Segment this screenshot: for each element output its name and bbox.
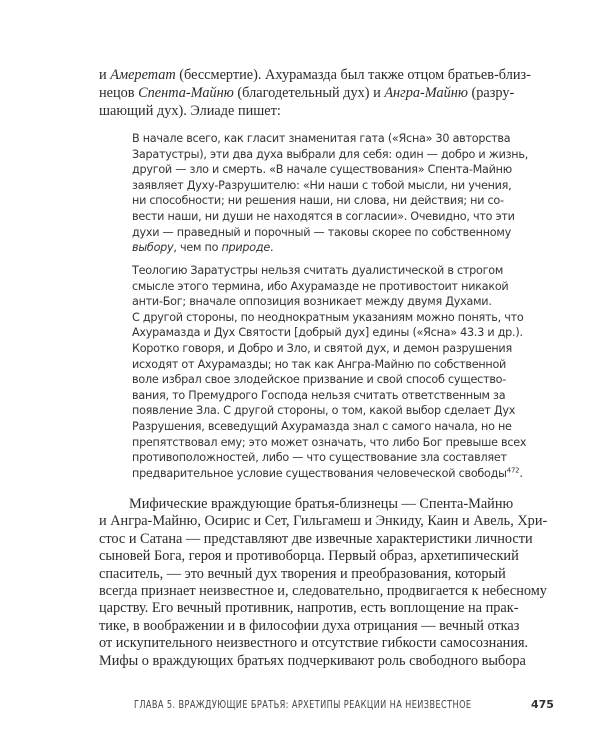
text-segment: предварительное условие существования человеческой свободы — [132, 466, 507, 480]
text-line — [132, 372, 507, 388]
text-line — [132, 263, 504, 279]
text-segment: Мифические враждующие братья-близнецы — Спента-Майню — [129, 496, 514, 512]
text-line — [132, 178, 512, 194]
text-line — [99, 652, 526, 670]
text-line — [132, 225, 511, 241]
text-line — [132, 325, 523, 341]
italic-text: природе — [221, 241, 270, 255]
italic-text: Ангра-Майню — [384, 85, 468, 102]
text-line — [132, 403, 516, 419]
text-segment: (бессмертие). Ахурамазда был также отцом братьев-близ- — [175, 67, 531, 83]
text-line — [99, 102, 500, 120]
italic-text: Амеретат — [110, 67, 176, 83]
text-line — [132, 341, 512, 357]
text-line — [99, 530, 533, 548]
text-line — [99, 513, 548, 530]
text-line — [99, 600, 519, 617]
text-line — [99, 66, 531, 84]
text-line — [132, 310, 524, 326]
text-segment: С другой стороны, по неоднократным указаниям можно понять, что — [132, 310, 524, 324]
text-segment: препятствовал ему; это может означать, что либо Бог превыше всех — [132, 435, 527, 449]
text-line — [99, 84, 515, 102]
text-line — [132, 435, 527, 451]
text-line — [132, 162, 512, 178]
text-line — [132, 294, 492, 310]
text-segment: тике, в воображении и в философии духа отрицания — вечный отказ — [99, 617, 520, 634]
text-line — [132, 419, 512, 435]
text-segment: . — [270, 241, 274, 255]
text-line — [99, 565, 506, 583]
text-segment: спаситель, — это вечный дух творения и преобразования, который — [99, 565, 506, 582]
text-segment: , чем по — [173, 241, 222, 255]
text-line — [132, 465, 523, 482]
text-segment: В начале всего, как гласит знаменитая гата («Ясна» 30 авторства — [132, 132, 511, 145]
italic-text: Спента-Майню — [138, 85, 234, 102]
text-line — [132, 193, 504, 209]
text-segment: смысле этого термина, ибо Ахурамазде не противостоит никакой — [132, 279, 509, 293]
text-segment: всегда признает неизвестное и, следовательно, продвигается к небесному — [99, 582, 547, 599]
footnote-ref[interactable]: 472 — [506, 465, 520, 474]
text-segment: Мифы о враждующих братьях подчеркивают роль свободного выбора — [99, 652, 526, 669]
text-segment: . — [519, 466, 523, 480]
text-line — [132, 147, 529, 163]
text-line — [99, 582, 547, 600]
text-segment: шающий дух). Элиаде пишет: — [99, 103, 281, 120]
text-segment: вести наши, ни души не находятся в согласии». Очевидно, что эти — [132, 209, 515, 223]
text-segment: другой — зло и смерть. «В начале существования» Спента-Майню — [132, 163, 512, 177]
text-segment: Теологию Заратустры нельзя считать дуалистической в строгом — [132, 264, 504, 277]
text-segment: ни способности; ни решения наши, ни слова, ни действия; ни со- — [132, 194, 504, 208]
text-line — [99, 635, 529, 652]
text-segment: вания, то Премудрого Господа нельзя считать ответственным за — [132, 388, 506, 402]
intro-paragraph — [99, 66, 531, 121]
text-segment: Ахурамазда и Дух Святости [добрый дух] едины («Ясна» 43.3 и др.). — [132, 326, 523, 340]
text-segment: противоположностей, либо — что существование зла составляет — [132, 451, 507, 465]
quote-paragraph-2 — [132, 263, 527, 481]
text-segment: и — [99, 67, 111, 83]
text-line — [132, 240, 468, 256]
text-segment: Коротко говоря, и Добро и Зло, и святой дух, и демон разрушения — [132, 341, 512, 355]
text-line — [99, 548, 519, 565]
italic-text: выбору — [132, 241, 174, 255]
text-line — [132, 279, 509, 295]
text-segment: сыновей Бога, героя и противоборца. Первый образ, архетипический — [99, 548, 519, 565]
text-segment: анти-Бог; вначале оппозиция возникает между двумя Духами. — [132, 295, 492, 309]
quote-paragraph-1 — [132, 131, 529, 256]
text-segment: царству. Его вечный противник, напротив, есть воплощение на прак- — [99, 600, 519, 617]
text-segment: исходят от Ахурамазды; но так как Ангра-Майню по собственной — [132, 357, 507, 371]
text-line — [132, 388, 506, 404]
text-segment: и Ангра-Майню, Осирис и Сет, Гильгамеш и Энкиду, Каин и Авель, Хри- — [99, 513, 548, 530]
text-segment: (благодетельный дух) и — [233, 85, 385, 102]
text-segment: стос и Сатана — представляют две извечные характеристики личности — [99, 530, 533, 547]
text-segment: духи — праведный и порочный — таковы скорее по собственному — [132, 225, 511, 239]
text-line — [99, 496, 514, 513]
text-line — [132, 131, 511, 147]
text-segment: Заратустры), эти два духа выбрали для себя: один — добро и жизнь, — [132, 147, 529, 161]
text-segment: воле избрал свое злодейское призвание и свой способ существо- — [132, 373, 507, 387]
text-line — [132, 450, 507, 466]
text-segment: появление Зла. С другой стороны, о том, какой выбор сделает Дух — [132, 404, 516, 418]
text-segment: заявляет Духу-Разрушителю: «Ни наши с тобой мысли, ни учения, — [132, 178, 512, 192]
body-paragraph — [99, 496, 548, 670]
text-segment: нецов — [99, 85, 139, 102]
running-head: ГЛАВА 5. ВРАЖДУЮЩИЕ БРАТЬЯ: АРХЕТИПЫ РЕАКЦИИ НА НЕИЗВЕСТНОЕ — [134, 699, 472, 711]
text-line — [99, 617, 520, 635]
text-segment: Разрушения, всеведущий Ахурамазда знал с самого начала, но не — [132, 419, 512, 433]
text-line — [132, 357, 507, 373]
text-segment: от искупительного неизвестного и отсутствие гибкости самосознания. — [99, 635, 529, 652]
text-line — [132, 209, 515, 225]
page-number: 475 — [531, 698, 554, 711]
text-segment: (разру- — [467, 85, 515, 102]
